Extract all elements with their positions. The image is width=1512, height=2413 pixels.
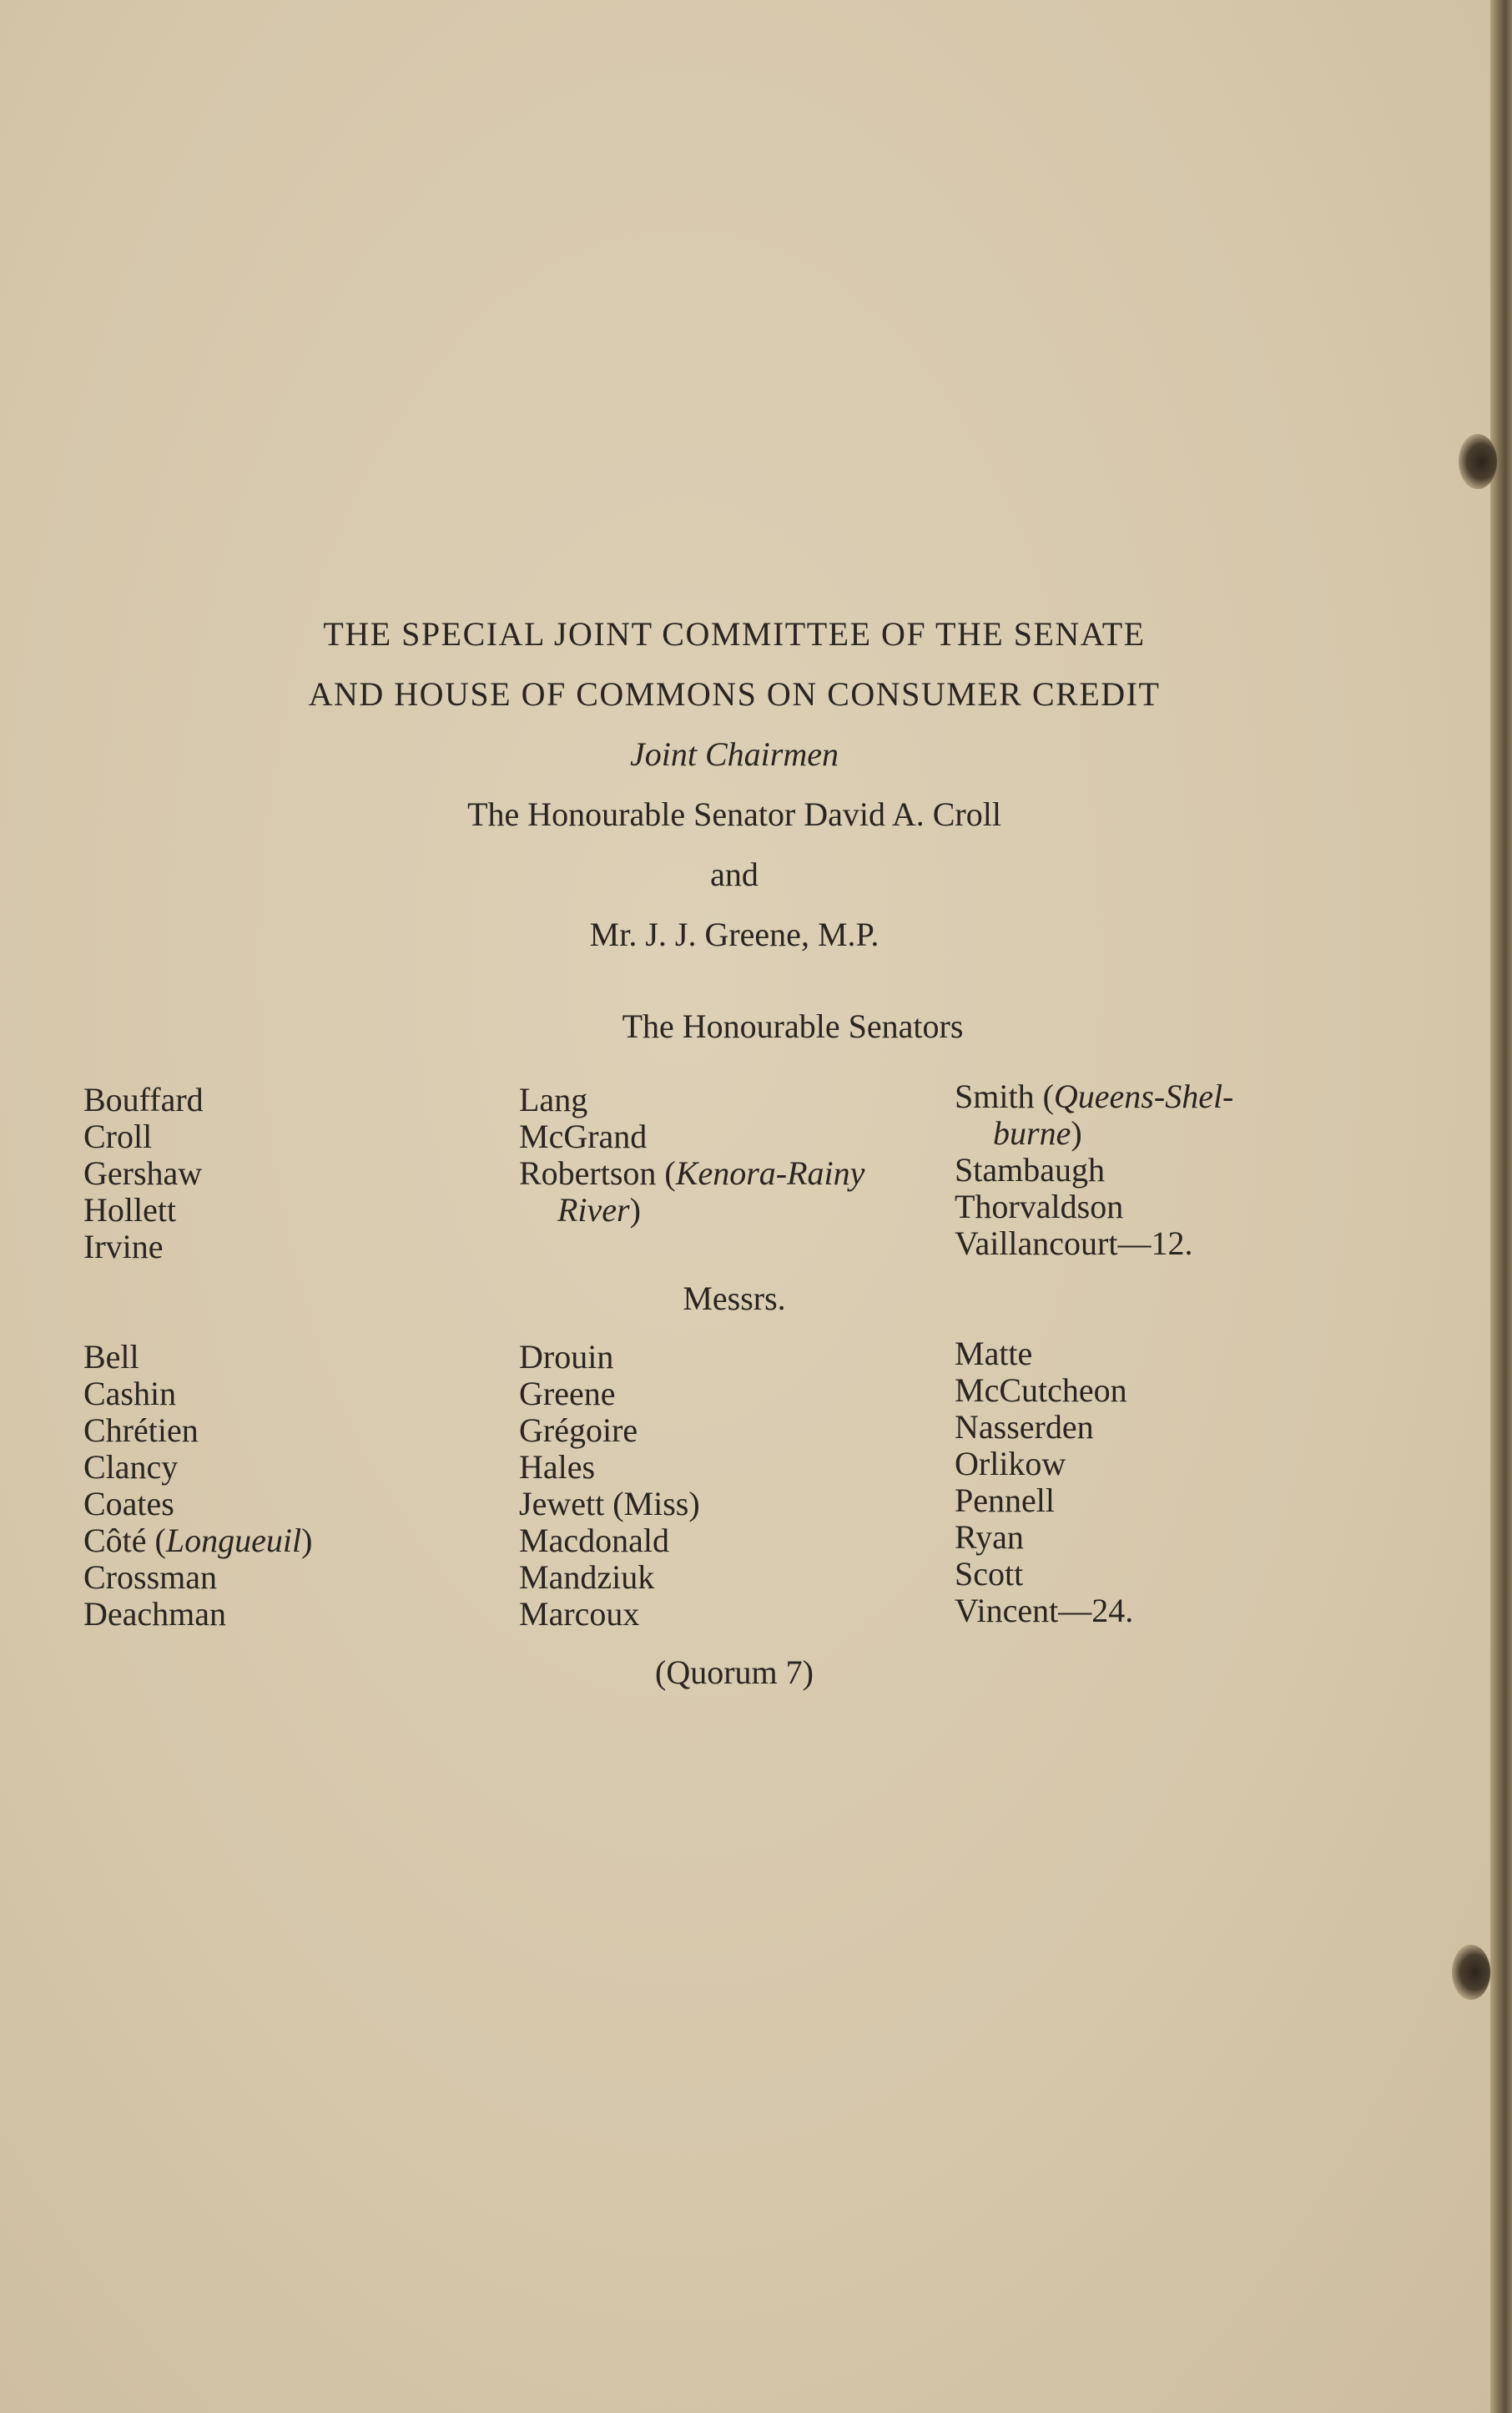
list-item: Lang: [519, 1081, 588, 1118]
list-item: Hollett: [83, 1191, 177, 1229]
senators-column-2: [519, 1082, 864, 1229]
heading-line-1: THE SPECIAL JOINT COMMITTEE OF THE SENATE: [323, 615, 1146, 653]
list-item: McCutcheon: [955, 1371, 1127, 1409]
list-item: Grégoire: [519, 1411, 638, 1449]
binding-hole-bottom: [1452, 1945, 1490, 2000]
and-text: and: [710, 856, 759, 893]
list-item: Clancy: [83, 1448, 179, 1486]
list-item: Greene: [519, 1375, 616, 1412]
list-item: Hales: [519, 1448, 596, 1486]
list-item: Drouin: [519, 1338, 614, 1376]
list-item: Stambaugh: [955, 1151, 1105, 1189]
list-item: Vincent—24.: [955, 1592, 1134, 1629]
list-item: Scott: [955, 1555, 1024, 1593]
list-item: Nasserden: [955, 1408, 1094, 1446]
list-item: Robertson (Kenora-Rainy: [519, 1154, 865, 1192]
messrs-column-1: [83, 1339, 312, 1633]
joint-chairmen-label: Joint Chairmen: [630, 735, 839, 773]
list-item: Vaillancourt—12.: [955, 1224, 1193, 1262]
senators-heading: The Honourable Senators: [622, 1007, 964, 1045]
list-item: Crossman: [83, 1558, 217, 1596]
list-item: Croll: [83, 1118, 153, 1155]
list-item: Pennell: [955, 1482, 1055, 1519]
senators-column-1: [83, 1082, 204, 1265]
list-item: Coates: [83, 1485, 174, 1522]
list-item-continued: River): [557, 1191, 641, 1229]
list-item: Cashin: [83, 1375, 177, 1412]
list-item: Thorvaldson: [955, 1188, 1124, 1225]
list-item-continued: burne): [993, 1114, 1082, 1152]
list-item: Chrétien: [83, 1411, 199, 1449]
list-item: Marcoux: [519, 1595, 640, 1633]
list-item: McGrand: [519, 1118, 648, 1155]
list-item: Jewett (Miss): [519, 1485, 700, 1522]
list-item: Bell: [83, 1338, 139, 1376]
list-item: Mandziuk: [519, 1558, 655, 1596]
page-edge: [1490, 0, 1512, 2413]
quorum-note: (Quorum 7): [655, 1653, 814, 1691]
list-item: Ryan: [955, 1518, 1024, 1556]
chairman-1: The Honourable Senator David A. Croll: [467, 795, 1001, 833]
list-item: Deachman: [83, 1595, 227, 1633]
list-item: Bouffard: [83, 1081, 204, 1118]
heading-line-2: AND HOUSE OF COMMONS ON CONSUMER CREDIT: [308, 675, 1161, 713]
list-item: Smith (Queens-Shel-: [955, 1078, 1234, 1115]
messrs-heading: Messrs.: [683, 1280, 786, 1317]
chairman-2: Mr. J. J. Greene, M.P.: [589, 916, 879, 953]
list-item: Gershaw: [83, 1154, 203, 1192]
list-item: Macdonald: [519, 1522, 669, 1559]
messrs-column-2: [519, 1339, 700, 1633]
list-item: Côté (Longueuil): [83, 1522, 313, 1559]
binding-hole-top: [1459, 434, 1497, 489]
list-item: Irvine: [83, 1228, 164, 1265]
list-item: Matte: [955, 1335, 1033, 1372]
list-item: Orlikow: [955, 1445, 1066, 1482]
messrs-column-3: [955, 1335, 1133, 1629]
senators-column-3: [955, 1078, 1233, 1262]
